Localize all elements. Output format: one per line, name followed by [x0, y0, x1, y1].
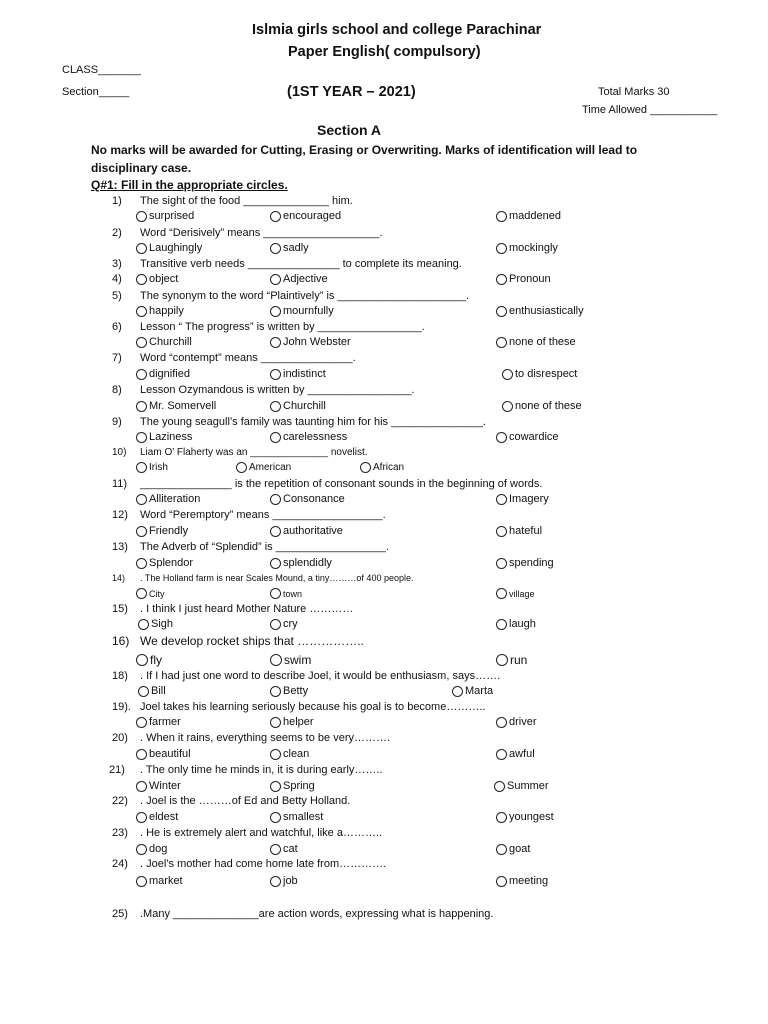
option-label: Winter: [149, 780, 181, 792]
option-label: cowardice: [509, 431, 559, 443]
option-label: farmer: [149, 716, 181, 728]
option-label: Spring: [283, 780, 315, 792]
option-label: American: [249, 462, 292, 473]
option-a[interactable]: [138, 685, 166, 697]
question-number: 12): [112, 509, 128, 521]
answer-circle-icon[interactable]: [502, 401, 513, 412]
option-c[interactable]: [496, 875, 548, 887]
option-a[interactable]: [136, 462, 168, 473]
option-a[interactable]: [136, 242, 202, 254]
option-a[interactable]: [136, 336, 192, 348]
question-number: 18): [112, 670, 128, 682]
option-c[interactable]: [496, 653, 527, 667]
option-label: Sigh: [151, 618, 174, 630]
answer-circle-icon[interactable]: [496, 337, 507, 348]
answer-circle-icon[interactable]: [452, 686, 463, 697]
option-a[interactable]: [136, 400, 216, 412]
answer-circle-icon[interactable]: [270, 686, 281, 697]
class-field: CLASS_______: [62, 64, 141, 76]
option-label: Laughingly: [149, 242, 203, 254]
option-label: Irish: [149, 462, 168, 473]
answer-circle-icon[interactable]: [236, 462, 247, 473]
option-b[interactable]: [270, 242, 309, 254]
question-number: 25): [112, 908, 128, 920]
answer-circle-icon[interactable]: [496, 243, 507, 254]
question-number: 13): [112, 541, 128, 553]
school-name: Islmia girls school and college Parachinar: [252, 22, 542, 38]
question-text: Word “Peremptory” means __________________.: [140, 509, 386, 521]
option-c[interactable]: [496, 273, 551, 285]
answer-circle-icon[interactable]: [270, 369, 281, 380]
option-label: authoritative: [283, 525, 343, 537]
option-a[interactable]: [136, 875, 183, 887]
question-number: 22): [112, 795, 128, 807]
option-label: helper: [283, 716, 314, 728]
question-number: 3): [112, 258, 122, 270]
option-c[interactable]: [496, 716, 537, 728]
answer-circle-icon[interactable]: [270, 274, 281, 285]
option-label: fly: [150, 653, 162, 667]
option-b[interactable]: [270, 685, 308, 697]
option-b[interactable]: [270, 557, 332, 569]
option-label: Bill: [151, 685, 166, 697]
option-label: enthusiastically: [509, 305, 584, 317]
option-b[interactable]: [270, 618, 298, 630]
answer-circle-icon[interactable]: [136, 401, 147, 412]
option-a[interactable]: [136, 557, 193, 569]
answer-circle-icon[interactable]: [502, 369, 513, 380]
answer-circle-icon[interactable]: [270, 401, 281, 412]
option-c[interactable]: [496, 748, 535, 760]
question-number: 20): [112, 732, 128, 744]
option-a[interactable]: [136, 431, 192, 443]
answer-circle-icon[interactable]: [496, 749, 507, 760]
answer-circle-icon[interactable]: [360, 462, 371, 473]
question-text: We develop rocket ships that ……………..: [140, 634, 364, 648]
option-label: none of these: [509, 336, 576, 348]
option-label: encouraged: [283, 210, 342, 222]
question-number: 19).: [112, 701, 131, 713]
answer-circle-icon[interactable]: [136, 588, 147, 599]
option-a[interactable]: [136, 368, 190, 380]
option-a[interactable]: [136, 811, 178, 823]
answer-circle-icon[interactable]: [270, 526, 281, 537]
option-c[interactable]: [360, 462, 404, 473]
option-c[interactable]: [496, 618, 536, 630]
option-label: hateful: [509, 525, 543, 537]
option-b[interactable]: [270, 811, 323, 823]
answer-circle-icon[interactable]: [136, 462, 147, 473]
question-text: . Joel’s mother had come home late from………….: [140, 858, 387, 870]
option-a[interactable]: [138, 618, 173, 630]
answer-circle-icon[interactable]: [496, 494, 507, 505]
option-label: to disrespect: [515, 368, 578, 380]
question-text: . Joel is the ………of Ed and Betty Holland.: [140, 795, 351, 807]
option-a[interactable]: [136, 716, 181, 728]
option-c[interactable]: [496, 843, 530, 855]
question-text: . He is extremely alert and watchful, like a………..: [140, 827, 383, 839]
option-c[interactable]: [502, 400, 582, 412]
option-label: dog: [149, 843, 168, 855]
question-text: . If I had just one word to describe Joel, it would be enthusiasm, says…….: [140, 670, 501, 682]
time-allowed: Time Allowed ___________: [582, 104, 718, 116]
answer-circle-icon[interactable]: [270, 588, 281, 599]
answer-circle-icon[interactable]: [270, 717, 281, 728]
answer-circle-icon[interactable]: [496, 654, 508, 666]
option-label: village: [509, 588, 535, 599]
option-c[interactable]: [496, 811, 554, 823]
question-number: 2): [112, 227, 122, 239]
answer-circle-icon[interactable]: [496, 812, 507, 823]
option-b[interactable]: [270, 431, 347, 443]
option-label: goat: [509, 843, 531, 855]
option-label: eldest: [149, 811, 179, 823]
option-label: cry: [283, 618, 298, 630]
answer-circle-icon[interactable]: [138, 619, 149, 630]
question-text: The sight of the food ______________ him.: [140, 195, 353, 207]
answer-circle-icon[interactable]: [270, 619, 281, 630]
section-title: Section A: [317, 122, 382, 138]
question-text: Lesson “ The progress” is written by _________________.: [140, 321, 425, 333]
answer-circle-icon[interactable]: [270, 812, 281, 823]
option-c[interactable]: [496, 588, 535, 599]
paper-title: Paper English( compulsory): [288, 44, 481, 60]
option-a[interactable]: [136, 748, 191, 760]
question-number: 5): [112, 290, 122, 302]
option-b[interactable]: [270, 336, 351, 348]
option-label: youngest: [509, 811, 554, 823]
answer-circle-icon[interactable]: [270, 337, 281, 348]
question-number: 24): [112, 858, 128, 870]
option-label: maddened: [509, 210, 561, 222]
option-c[interactable]: [496, 336, 576, 348]
question-text: Joel takes his learning seriously because his goal is to become………..: [140, 701, 486, 713]
option-a[interactable]: [136, 493, 200, 505]
option-b[interactable]: [270, 493, 345, 505]
option-b[interactable]: [270, 525, 343, 537]
question-number: 15): [112, 603, 128, 615]
option-label: laugh: [509, 618, 536, 630]
option-label: Churchill: [149, 336, 192, 348]
question-text: The young seagull’s family was taunting him for his _______________.: [140, 416, 486, 428]
option-a[interactable]: [136, 305, 184, 317]
option-label: clean: [283, 748, 310, 760]
answer-circle-icon[interactable]: [270, 844, 281, 855]
answer-circle-icon[interactable]: [270, 876, 281, 887]
section-field: Section_____: [62, 86, 130, 98]
answer-circle-icon[interactable]: [136, 494, 147, 505]
answer-circle-icon[interactable]: [270, 558, 281, 569]
option-label: Churchill: [283, 400, 326, 412]
question-text: The synonym to the word “Plaintively” is _____________________.: [140, 290, 469, 302]
question-number: 7): [112, 352, 122, 364]
option-label: cat: [283, 843, 298, 855]
option-b[interactable]: [270, 368, 326, 380]
option-c[interactable]: [452, 685, 493, 697]
question-text: . I think I just heard Mother Nature …………: [140, 603, 354, 615]
instruction-line-1: No marks will be awarded for Cutting, Erasing or Overwriting. Marks of identification will lead to: [91, 143, 638, 157]
option-label: job: [283, 875, 298, 887]
option-b[interactable]: [270, 716, 314, 728]
question-number: 8): [112, 384, 122, 396]
option-label: Mr. Somervell: [149, 400, 217, 412]
answer-circle-icon[interactable]: [496, 844, 507, 855]
option-label: Betty: [283, 685, 309, 697]
answer-circle-icon[interactable]: [496, 432, 507, 443]
option-label: Consonance: [283, 493, 345, 505]
answer-circle-icon[interactable]: [494, 781, 505, 792]
option-label: Summer: [507, 780, 549, 792]
answer-circle-icon[interactable]: [136, 781, 147, 792]
option-label: Friendly: [149, 525, 189, 537]
option-b[interactable]: [270, 843, 298, 855]
answer-circle-icon[interactable]: [270, 432, 281, 443]
answer-circle-icon[interactable]: [136, 812, 147, 823]
question-text: .Many ______________are action words, expressing what is happening.: [140, 908, 494, 920]
option-c[interactable]: [496, 493, 549, 505]
option-b[interactable]: [270, 400, 326, 412]
answer-circle-icon[interactable]: [496, 306, 507, 317]
answer-circle-icon[interactable]: [496, 558, 507, 569]
option-label: Adjective: [283, 273, 328, 285]
option-b[interactable]: [270, 305, 334, 317]
question-number: 6): [112, 321, 122, 333]
option-b[interactable]: [270, 780, 315, 792]
instruction-line-2: disciplinary case.: [91, 161, 192, 175]
option-b[interactable]: [270, 748, 309, 760]
option-label: indistinct: [283, 368, 326, 380]
answer-circle-icon[interactable]: [496, 717, 507, 728]
question-text: Word “contempt” means _______________.: [140, 352, 356, 364]
question-number: 4): [112, 273, 122, 285]
option-label: object: [149, 273, 179, 285]
answer-circle-icon[interactable]: [496, 274, 507, 285]
option-label: spending: [509, 557, 554, 569]
question-text: . The Holland farm is near Scales Mound, a tiny………of 400 people.: [140, 573, 414, 583]
option-label: Marta: [465, 685, 494, 697]
option-label: happily: [149, 305, 184, 317]
question-text: . The only time he minds in, it is during early……..: [140, 764, 383, 776]
question-text: The Adverb of “Splendid” is __________________.: [140, 541, 389, 553]
option-label: Pronoun: [509, 273, 551, 285]
option-a[interactable]: [136, 588, 165, 599]
answer-circle-icon[interactable]: [136, 211, 147, 222]
answer-circle-icon[interactable]: [270, 494, 281, 505]
answer-circle-icon[interactable]: [270, 749, 281, 760]
option-c[interactable]: [496, 525, 542, 537]
answer-circle-icon[interactable]: [270, 243, 281, 254]
question-heading: Q#1: Fill in the appropriate circles.: [91, 178, 288, 192]
option-a[interactable]: [136, 780, 181, 792]
option-label: swim: [284, 653, 312, 667]
answer-circle-icon[interactable]: [496, 876, 507, 887]
answer-circle-icon[interactable]: [136, 274, 147, 285]
option-label: driver: [509, 716, 537, 728]
question-number: 16): [112, 634, 130, 648]
answer-circle-icon[interactable]: [270, 781, 281, 792]
option-label: meeting: [509, 875, 549, 887]
option-c[interactable]: [496, 557, 554, 569]
question-number: 9): [112, 416, 122, 428]
question-number: 1): [112, 195, 122, 207]
answer-circle-icon[interactable]: [136, 369, 147, 380]
option-label: surprised: [149, 210, 195, 222]
option-label: none of these: [515, 400, 582, 412]
answer-circle-icon[interactable]: [136, 243, 147, 254]
option-label: beautiful: [149, 748, 191, 760]
question-text: Lesson Ozymandous is written by _________________.: [140, 384, 415, 396]
exam-year: (1ST YEAR – 2021): [287, 84, 416, 100]
option-b[interactable]: [270, 588, 302, 599]
option-label: run: [510, 653, 528, 667]
question-text: Liam O’ Flaherty was an ______________ novelist.: [140, 447, 368, 458]
answer-circle-icon[interactable]: [496, 619, 507, 630]
option-c[interactable]: [496, 210, 561, 222]
option-b[interactable]: [236, 462, 291, 473]
option-label: Splendor: [149, 557, 194, 569]
answer-circle-icon[interactable]: [496, 526, 507, 537]
option-a[interactable]: [136, 653, 162, 667]
option-a[interactable]: [136, 843, 167, 855]
answer-circle-icon[interactable]: [496, 588, 507, 599]
question-number: 23): [112, 827, 128, 839]
answer-circle-icon[interactable]: [138, 686, 149, 697]
option-b[interactable]: [270, 210, 341, 222]
option-label: Imagery: [509, 493, 549, 505]
option-a[interactable]: [136, 210, 194, 222]
question-text: Word “Derisively” means ___________________.: [140, 227, 383, 239]
total-marks: Total Marks 30: [598, 86, 670, 98]
question-number: 21): [109, 764, 125, 776]
answer-circle-icon[interactable]: [136, 306, 147, 317]
option-label: John Webster: [283, 336, 351, 348]
option-label: town: [283, 588, 303, 599]
option-label: mockingly: [509, 242, 558, 254]
option-c[interactable]: [496, 431, 559, 443]
answer-circle-icon[interactable]: [136, 749, 147, 760]
question-text: _______________ is the repetition of consonant sounds in the beginning of words.: [140, 478, 543, 490]
option-c[interactable]: [496, 242, 558, 254]
answer-circle-icon[interactable]: [270, 211, 281, 222]
option-label: carelessness: [283, 431, 348, 443]
question-number: 11): [112, 478, 128, 490]
question-number: 10): [112, 447, 127, 458]
question-text: Transitive verb needs _______________ to complete its meaning.: [140, 258, 462, 270]
option-label: mournfully: [283, 305, 334, 317]
option-b[interactable]: [270, 875, 298, 887]
question-number: 14): [112, 573, 126, 583]
answer-circle-icon[interactable]: [496, 211, 507, 222]
option-b[interactable]: [270, 273, 328, 285]
option-label: African: [373, 462, 405, 473]
answer-circle-icon[interactable]: [136, 432, 147, 443]
answer-circle-icon[interactable]: [136, 876, 147, 887]
option-c[interactable]: [494, 780, 549, 792]
option-label: awful: [509, 748, 535, 760]
answer-circle-icon[interactable]: [270, 306, 281, 317]
answer-circle-icon[interactable]: [136, 654, 148, 666]
option-label: dignified: [149, 368, 190, 380]
option-label: City: [149, 588, 165, 599]
answer-circle-icon[interactable]: [136, 558, 147, 569]
option-label: Alliteration: [149, 493, 201, 505]
option-a[interactable]: [136, 525, 188, 537]
answer-circle-icon[interactable]: [136, 337, 147, 348]
option-a[interactable]: [136, 273, 178, 285]
option-label: smallest: [283, 811, 324, 823]
option-b[interactable]: [270, 653, 311, 667]
answer-circle-icon[interactable]: [136, 844, 147, 855]
option-c[interactable]: [502, 368, 577, 380]
answer-circle-icon[interactable]: [270, 654, 282, 666]
option-label: sadly: [283, 242, 309, 254]
answer-circle-icon[interactable]: [136, 717, 147, 728]
question-text: . When it rains, everything seems to be very……….: [140, 732, 391, 744]
option-label: Laziness: [149, 431, 193, 443]
option-label: splendidly: [283, 557, 332, 569]
answer-circle-icon[interactable]: [136, 526, 147, 537]
option-c[interactable]: [496, 305, 584, 317]
option-label: market: [149, 875, 183, 887]
